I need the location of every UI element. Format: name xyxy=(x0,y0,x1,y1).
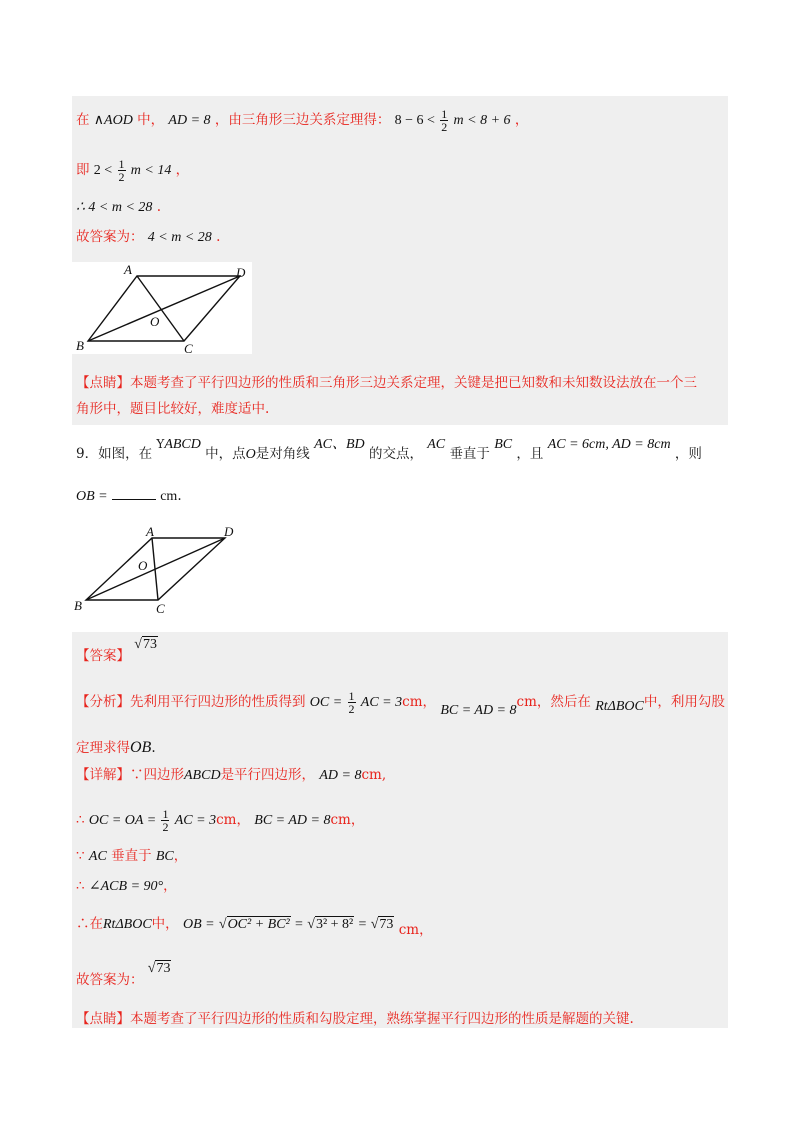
detail-line4: ∴ ∠ACB = 90°， xyxy=(76,878,177,894)
label-b: B xyxy=(74,598,82,613)
analysis-line1: 【分析】先利用平行四边形的性质得到 OC = $\frac{1}{2}$ AC = 3cm， BC = AD = 8cm，然后在 RtΔBOC中，利用勾股 xyxy=(76,689,725,718)
question-9-line1: 9．如图，在 YABCD 中，点O是对角线 AC、BD 的交点， AC 垂直于 BC ，且 AC = 6cm, AD = 8cm ，则 xyxy=(76,437,702,462)
fraction: $\frac{1}{2}$ xyxy=(348,689,355,716)
fraction: $\frac{1}{2}$ xyxy=(118,157,125,184)
label-d: D xyxy=(224,524,234,539)
answer-line: 【答案】 √73 xyxy=(76,637,157,664)
detail-line1: 【详解】∵四边形ABCD是平行四边形， AD = 8cm, xyxy=(76,767,387,783)
label-o: O xyxy=(138,558,148,573)
fraction: $\frac{1}{2}$ xyxy=(441,107,448,134)
block2-note: 【点睛】本题考查了平行四边形的性质和勾股定理，熟练掌握平行四边形的性质是解题的关键. xyxy=(76,1011,634,1027)
detail-line5: ∴在RtΔBOC中， OB = √OC² + BC² = √3² + 8² = √73 cm， xyxy=(76,916,433,938)
block1-line2: 即 2 < $\frac{1}{2}$ m < 14 ， xyxy=(76,157,190,184)
parallelogram-figure-2 xyxy=(72,522,252,618)
detail-line2: ∴ OC = OA = $\frac{1}{2}$ AC = 3cm， BC = AD = 8cm， xyxy=(76,807,365,834)
parallelogram-symbol: Y xyxy=(156,437,165,451)
block1-line1: 在 ∧AOD 中， AD = 8 ，由三角形三边关系定理得： 8 − 6 < $\frac{1}{2}$ m < 8 + 6 ， xyxy=(76,107,529,134)
detail-line3: ∵ AC 垂直于 BC， xyxy=(76,848,188,864)
label-c: C xyxy=(156,601,165,616)
label-d: D xyxy=(236,265,246,280)
sqrt-expression: √3² + 8² xyxy=(307,917,354,932)
sqrt-expression: √OC² + BC² xyxy=(218,917,290,932)
analysis-line2: 定理求得OB. xyxy=(76,739,156,756)
sqrt-expression: √73 xyxy=(370,917,394,932)
sqrt-answer: √73 xyxy=(134,637,157,652)
block1-line4: 故答案为： 4 < m < 28 . xyxy=(76,229,221,245)
final-answer-line: 故答案为： √73 xyxy=(76,961,171,988)
block1-line3: ∴ 4 < m < 28 . xyxy=(76,199,162,215)
sqrt-answer: √73 xyxy=(147,961,171,976)
answer-blank[interactable] xyxy=(112,499,156,500)
label-b: B xyxy=(76,338,84,353)
fraction: $\frac{1}{2}$ xyxy=(162,807,169,834)
parallelogram-figure-1 xyxy=(72,262,252,354)
label-c: C xyxy=(184,341,193,354)
label-o: O xyxy=(150,314,160,329)
question-9-line2: OB = cm. xyxy=(76,488,182,504)
label-a: A xyxy=(146,524,154,539)
block1-note: 【点睛】本题考查了平行四边形的性质和三角形三边关系定理，关键是把已知数和未知数设法放在一个三 角形中，题目比较好，难度适中. xyxy=(76,375,697,417)
label-a: A xyxy=(124,262,132,277)
